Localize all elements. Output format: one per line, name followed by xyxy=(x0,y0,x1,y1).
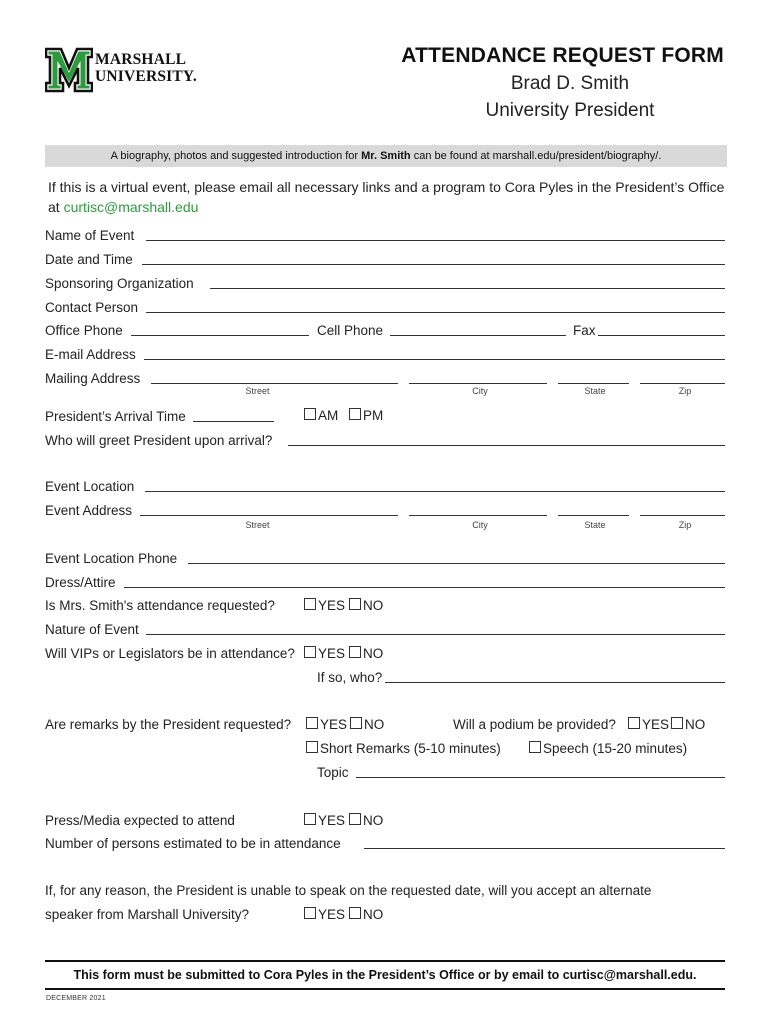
label-dress: Dress/Attire xyxy=(45,575,116,590)
label-event-address: Event Address xyxy=(45,503,133,518)
mailing-city-caption: City xyxy=(472,386,488,396)
label-sponsoring-org: Sponsoring Organization xyxy=(45,276,194,291)
am-label: AM xyxy=(318,408,339,423)
alternate-yes-label: YES xyxy=(318,907,346,922)
podium-yes-option[interactable] xyxy=(628,717,669,733)
alternate-no-checkbox[interactable] xyxy=(349,907,361,919)
virtual-note-email[interactable]: curtisc@marshall.edu xyxy=(63,199,199,215)
label-vips: Will VIPs or Legislators be in attendance? xyxy=(45,646,295,661)
alternate-yes-option[interactable] xyxy=(304,907,345,923)
podium-no-label: NO xyxy=(685,717,706,732)
alternate-yes-checkbox[interactable] xyxy=(304,907,316,919)
label-alternate-line-1: If, for any reason, the President is unable to speak on the requested date, will you accept an alternate xyxy=(45,883,652,898)
remarks-yes-option[interactable] xyxy=(306,717,347,733)
vips-yes-option[interactable] xyxy=(304,646,345,662)
label-arrival-time: President’s Arrival Time xyxy=(45,409,186,424)
label-who-greet: Who will greet President upon arrival? xyxy=(45,433,273,448)
label-event-location: Event Location xyxy=(45,479,135,494)
label-podium: Will a podium be provided? xyxy=(453,717,616,732)
label-date-and-time: Date and Time xyxy=(45,252,133,267)
event-city-field[interactable] xyxy=(409,515,547,516)
remarks-no-option[interactable] xyxy=(350,717,384,733)
mailing-state-field[interactable] xyxy=(558,383,629,384)
label-remarks: Are remarks by the President requested? xyxy=(45,717,292,732)
virtual-event-note xyxy=(48,177,738,217)
remarks-yes-checkbox[interactable] xyxy=(306,717,318,729)
short-remarks-option[interactable] xyxy=(306,741,501,757)
who-greet-field[interactable] xyxy=(288,445,725,446)
mrs-smith-no-option[interactable] xyxy=(349,598,383,614)
topic-field[interactable] xyxy=(356,777,725,778)
event-city-caption: City xyxy=(472,520,488,530)
short-remarks-label: Short Remarks (5-10 minutes) xyxy=(320,741,501,756)
logo-wordmark xyxy=(95,51,197,85)
remarks-no-checkbox[interactable] xyxy=(350,717,362,729)
mrs-smith-no-checkbox[interactable] xyxy=(349,598,361,610)
label-fax: Fax xyxy=(573,323,596,338)
event-location-field[interactable] xyxy=(145,491,725,492)
revision-date: DECEMBER 2021 xyxy=(46,995,106,1002)
logo-line-2: UNIVERSITY. xyxy=(95,68,197,85)
podium-no-checkbox[interactable] xyxy=(671,717,683,729)
vips-yes-label: YES xyxy=(318,646,346,661)
vips-yes-checkbox[interactable] xyxy=(304,646,316,658)
email-field[interactable] xyxy=(144,359,725,360)
mailing-zip-caption: Zip xyxy=(678,386,692,396)
label-mrs-smith: Is Mrs. Smith's attendance requested? xyxy=(45,598,275,613)
sponsoring-org-field[interactable] xyxy=(210,288,725,289)
mrs-smith-yes-label: YES xyxy=(318,598,346,613)
label-alternate-line-2: speaker from Marshall University? xyxy=(45,907,250,922)
submission-note: This form must be submitted to Cora Pyles in the President’s Office or by email to curtisc@marshall.edu. xyxy=(45,960,725,990)
vips-no-checkbox[interactable] xyxy=(349,646,361,658)
dress-field[interactable] xyxy=(124,587,725,588)
am-checkbox[interactable] xyxy=(304,408,316,420)
event-zip-field[interactable] xyxy=(640,515,725,516)
event-street-caption: Street xyxy=(245,520,270,530)
press-no-option[interactable] xyxy=(349,813,383,829)
pm-checkbox[interactable] xyxy=(349,408,361,420)
logo-line-1: MARSHALL xyxy=(95,51,187,68)
mailing-street-field[interactable] xyxy=(151,383,398,384)
podium-yes-checkbox[interactable] xyxy=(628,717,640,729)
biography-note xyxy=(45,145,727,167)
mailing-state-caption: State xyxy=(584,386,606,396)
pm-label: PM xyxy=(363,408,384,423)
vips-no-label: NO xyxy=(363,646,384,661)
label-event-phone: Event Location Phone xyxy=(45,551,178,566)
mailing-street-caption: Street xyxy=(245,386,270,396)
alternate-no-option[interactable] xyxy=(349,907,383,923)
president-role: University President xyxy=(485,100,655,121)
president-name: Brad D. Smith xyxy=(510,73,630,94)
if-so-field[interactable] xyxy=(385,682,725,683)
event-street-field[interactable] xyxy=(140,515,398,516)
cell-phone-field[interactable] xyxy=(390,335,566,336)
bio-name: Mr. Smith xyxy=(361,150,411,162)
press-no-checkbox[interactable] xyxy=(349,813,361,825)
remarks-yes-label: YES xyxy=(320,717,348,732)
label-topic: Topic xyxy=(317,765,349,780)
vips-no-option[interactable] xyxy=(349,646,383,662)
mailing-zip-field[interactable] xyxy=(640,383,725,384)
bio-prefix: A biography, photos and suggested introduction for xyxy=(110,150,362,162)
label-cell-phone: Cell Phone xyxy=(317,323,384,338)
fax-field[interactable] xyxy=(598,335,725,336)
mailing-city-field[interactable] xyxy=(409,383,547,384)
speech-option[interactable] xyxy=(529,741,687,757)
date-and-time-field[interactable] xyxy=(142,264,725,265)
form-title: ATTENDANCE REQUEST FORM xyxy=(401,44,724,67)
label-name-of-event: Name of Event xyxy=(45,228,135,243)
office-phone-field[interactable] xyxy=(131,335,309,336)
num-persons-field[interactable] xyxy=(364,848,725,849)
mrs-smith-yes-option[interactable] xyxy=(304,598,345,614)
label-office-phone: Office Phone xyxy=(45,323,123,338)
event-phone-field[interactable] xyxy=(188,563,725,564)
label-press: Press/Media expected to attend xyxy=(45,813,235,828)
mrs-smith-no-label: NO xyxy=(363,598,384,613)
label-nature: Nature of Event xyxy=(45,622,139,637)
podium-yes-label: YES xyxy=(642,717,670,732)
name-of-event-field[interactable] xyxy=(146,240,725,241)
press-yes-checkbox[interactable] xyxy=(304,813,316,825)
marshall-m-icon xyxy=(45,46,93,94)
label-contact-person: Contact Person xyxy=(45,300,139,315)
press-yes-label: YES xyxy=(318,813,346,828)
contact-person-field[interactable] xyxy=(146,312,725,313)
label-email: E-mail Address xyxy=(45,347,136,362)
press-no-label: NO xyxy=(363,813,384,828)
alternate-no-label: NO xyxy=(363,907,384,922)
press-yes-option[interactable] xyxy=(304,813,345,829)
label-mailing-address: Mailing Address xyxy=(45,371,141,386)
nature-field[interactable] xyxy=(146,634,725,635)
short-remarks-checkbox[interactable] xyxy=(306,741,318,753)
virtual-note-text: If this is a virtual event, please email all necessary links and a program to Cora Pyles in the President’s Office at xyxy=(48,179,725,215)
podium-no-option[interactable] xyxy=(671,717,705,733)
speech-checkbox[interactable] xyxy=(529,741,541,753)
event-zip-caption: Zip xyxy=(678,520,692,530)
event-state-caption: State xyxy=(584,520,606,530)
mrs-smith-yes-checkbox[interactable] xyxy=(304,598,316,610)
marshall-logo xyxy=(45,46,215,94)
am-option[interactable] xyxy=(304,408,338,424)
pm-option[interactable] xyxy=(349,408,383,424)
bio-suffix: can be found at marshall.edu/president/biography/. xyxy=(410,150,662,162)
arrival-time-field[interactable] xyxy=(193,421,274,422)
label-num-persons: Number of persons estimated to be in attendance xyxy=(45,836,341,851)
label-if-so: If so, who? xyxy=(317,670,383,685)
event-state-field[interactable] xyxy=(558,515,629,516)
speech-label: Speech (15-20 minutes) xyxy=(543,741,688,756)
remarks-no-label: NO xyxy=(364,717,385,732)
